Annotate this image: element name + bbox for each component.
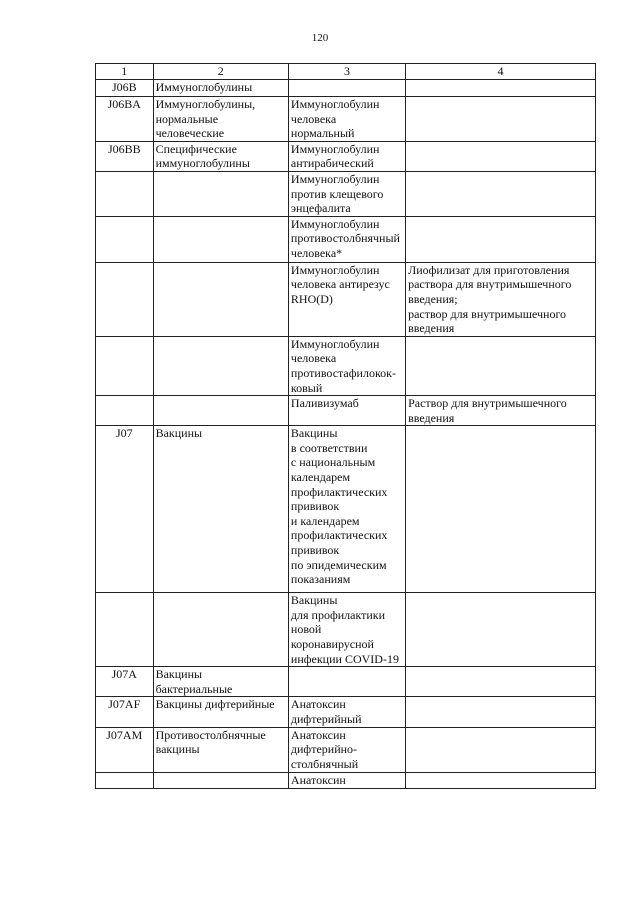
- drug-name-text: Анатоксин: [290, 772, 346, 787]
- dosage-form-cell: [406, 336, 596, 395]
- atc-code-cell: [96, 697, 154, 727]
- drug-name-cell: [288, 216, 405, 262]
- anatomic-group-text: Иммуноглобулины: [155, 80, 253, 94]
- table-row: [96, 141, 596, 171]
- atc-code-cell: [96, 216, 154, 262]
- drug-name-cell: [288, 396, 405, 426]
- drug-name-text: Иммуноглобулин противостолбнячный человека*: [290, 216, 400, 260]
- drug-name-text: Анатоксин дифтерийный: [290, 697, 362, 727]
- atc-code-cell: [96, 667, 154, 697]
- dosage-form-text: Раствор для внутримышечного введения: [408, 396, 567, 425]
- drug-name-text: Анатоксин дифтерийно- столбнячный: [290, 727, 359, 771]
- anatomic-group-cell: [153, 80, 288, 97]
- atc-code-text: J06BA: [107, 97, 141, 111]
- dosage-form-cell: [406, 80, 596, 97]
- drug-table: [95, 63, 596, 789]
- table-row: [96, 97, 596, 142]
- dosage-form-cell: [406, 727, 596, 772]
- table-row: [96, 727, 596, 772]
- atc-code-text: J07: [115, 426, 133, 441]
- atc-code-text: J07A: [111, 667, 137, 682]
- drug-name-text: Вакцины для профилактики новой коронавирусной инфекции COVID-19: [290, 593, 399, 666]
- dosage-form-cell: [406, 593, 596, 667]
- table-row: [96, 697, 596, 727]
- table-row: [96, 336, 596, 395]
- table-row: [96, 80, 596, 97]
- drug-name-text: Иммуноглобулин человека антирезус RHO(D): [290, 262, 390, 306]
- atc-code-cell: [96, 171, 154, 216]
- atc-code-cell: [96, 727, 154, 772]
- dosage-form-cell: [406, 216, 596, 262]
- page-number: 120: [311, 32, 329, 44]
- drug-name-cell: [288, 141, 405, 171]
- atc-code-text: J07AF: [108, 697, 141, 712]
- drug-name-text: Иммуноглобулин человека противостафилокок- ковый: [290, 336, 396, 395]
- table-row: [96, 396, 596, 426]
- atc-code-cell: [96, 593, 154, 667]
- atc-code-cell: [96, 141, 154, 171]
- anatomic-group-text: Вакцины: [155, 426, 203, 441]
- table-header-row: [96, 64, 596, 80]
- drug-name-text: Иммуноглобулин антирабический: [290, 141, 380, 171]
- dosage-form-cell: [406, 262, 596, 336]
- anatomic-group-cell: [153, 593, 288, 667]
- drug-name-text: Паливизумаб: [290, 396, 359, 411]
- atc-code-cell: [96, 396, 154, 426]
- atc-code-text: J07AM: [106, 727, 143, 742]
- atc-code-cell: [96, 772, 154, 788]
- anatomic-group-cell: [153, 336, 288, 395]
- table-row: [96, 216, 596, 262]
- anatomic-group-cell: [153, 97, 288, 142]
- anatomic-group-cell: [153, 426, 288, 593]
- anatomic-group-cell: [153, 772, 288, 788]
- drug-name-cell: [288, 80, 405, 97]
- column-header: 2: [153, 64, 288, 80]
- table-body: [96, 80, 596, 789]
- drug-name-cell: [288, 772, 405, 788]
- drug-name-text: Вакцины в соответствии с национальным календарем профилактических прививок и календарем профилактических прививок по эпидемическим показаниям: [290, 426, 388, 587]
- dosage-form-cell: [406, 141, 596, 171]
- anatomic-group-text: Специфические иммуноглобулины: [155, 141, 250, 171]
- drug-name-text: Иммуноглобулин человека нормальный: [290, 97, 380, 141]
- atc-code-cell: [96, 336, 154, 395]
- anatomic-group-text: Иммуноглобулины, нормальные человеческие: [155, 97, 256, 141]
- anatomic-group-text: Противостолбнячные вакцины: [155, 727, 266, 757]
- dosage-form-cell: [406, 697, 596, 727]
- atc-code-cell: [96, 80, 154, 97]
- table-row: [96, 171, 596, 216]
- table-row: [96, 262, 596, 336]
- anatomic-group-cell: [153, 216, 288, 262]
- drug-name-cell: [288, 97, 405, 142]
- atc-code-text: J06B: [111, 80, 137, 94]
- drug-name-cell: [288, 336, 405, 395]
- table-row: [96, 772, 596, 788]
- column-header: 4: [406, 64, 596, 80]
- dosage-form-cell: [406, 396, 596, 426]
- anatomic-group-cell: [153, 727, 288, 772]
- dosage-form-text: Лиофилизат для приготовления раствора для внутримышечного введения; раствор для внутримышечного введения: [408, 262, 572, 336]
- atc-code-cell: [96, 426, 154, 593]
- anatomic-group-cell: [153, 141, 288, 171]
- drug-name-text: Иммуноглобулин против клещевого энцефалита: [290, 171, 384, 216]
- atc-code-cell: [96, 97, 154, 142]
- anatomic-group-cell: [153, 396, 288, 426]
- dosage-form-cell: [406, 772, 596, 788]
- anatomic-group-text: Вакцины дифтерийные: [155, 697, 275, 712]
- dosage-form-cell: [406, 97, 596, 142]
- drug-name-cell: [288, 171, 405, 216]
- column-header: 3: [288, 64, 405, 80]
- anatomic-group-cell: [153, 171, 288, 216]
- drug-name-cell: [288, 697, 405, 727]
- anatomic-group-cell: [153, 262, 288, 336]
- drug-name-cell: [288, 262, 405, 336]
- atc-code-text: J06BB: [107, 141, 141, 156]
- table-row: [96, 667, 596, 697]
- table-row: [96, 426, 596, 593]
- atc-code-cell: [96, 262, 154, 336]
- table-row: [96, 593, 596, 667]
- drug-name-cell: [288, 727, 405, 772]
- anatomic-group-cell: [153, 697, 288, 727]
- drug-name-cell: [288, 667, 405, 697]
- drug-name-cell: [288, 426, 405, 593]
- dosage-form-cell: [406, 667, 596, 697]
- anatomic-group-cell: [153, 667, 288, 697]
- drug-name-cell: [288, 593, 405, 667]
- dosage-form-cell: [406, 171, 596, 216]
- column-header: 1: [96, 64, 154, 80]
- anatomic-group-text: Вакцины бактериальные: [155, 667, 233, 696]
- dosage-form-cell: [406, 426, 596, 593]
